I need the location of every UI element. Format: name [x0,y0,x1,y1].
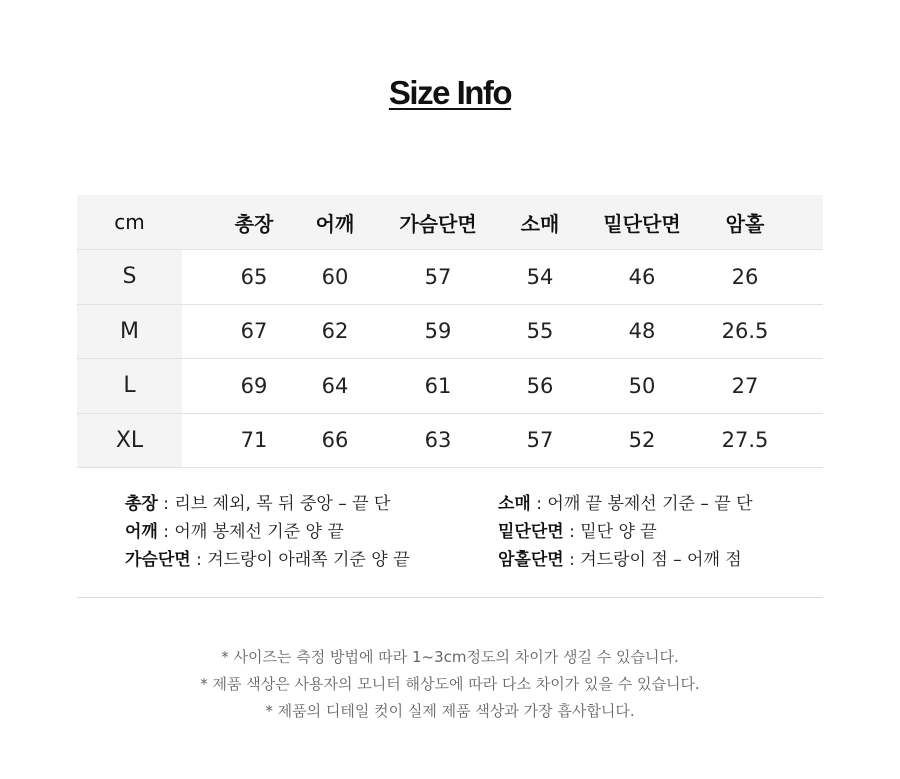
note-desc: : 겨드랑이 점 – 어깨 점 [563,550,742,570]
size-label: S [77,250,182,304]
table-cell: 63 [424,428,452,453]
table-cell: 56 [526,373,554,398]
table-cell: 57 [424,264,452,289]
note-item [498,518,753,546]
disclaimer-line: * 사이즈는 측정 방법에 따라 1~3cm정도의 차이가 생길 수 있습니다. [221,648,679,666]
column-header: 어깨 [315,211,355,236]
table-cell: 46 [628,264,656,289]
note-item [125,546,410,574]
size-table [77,195,823,468]
table-cell: 65 [240,264,268,289]
column-header: 암홀 [725,211,765,236]
note-term: 암홀단면 [498,550,564,570]
table-cell: 48 [628,319,656,344]
table-cell: 62 [321,319,349,344]
note-desc: : 밑단 양 끝 [563,522,657,542]
table-cell: 57 [526,428,554,453]
size-label: M [77,305,182,359]
table-cell: 64 [321,373,349,398]
note-desc: : 리브 제외, 목 뒤 중앙 – 끝 단 [157,494,391,514]
table-header-row [77,195,823,250]
unit-label: cm [77,195,182,249]
table-cell: 60 [321,264,349,289]
notes-right-column [498,490,753,574]
note-term: 가슴단면 [125,550,191,570]
table-row [77,359,823,414]
size-label: XL [77,414,182,468]
note-term: 어깨 [125,522,158,542]
section-divider [77,597,823,598]
note-term: 소매 [498,494,531,514]
disclaimer [0,644,900,725]
column-header: 총장 [234,211,274,236]
table-cell: 50 [628,373,656,398]
table-cell: 61 [424,373,452,398]
table-cell: 27 [731,373,759,398]
table-cell: 59 [424,319,452,344]
column-header: 밑단단면 [603,211,681,236]
note-desc: : 겨드랑이 아래쪽 기준 양 끝 [190,550,410,570]
column-header: 소매 [520,211,560,236]
table-cell: 27.5 [721,428,769,453]
note-term: 총장 [125,494,158,514]
table-row [77,414,823,469]
table-cell: 69 [240,373,268,398]
note-item [125,490,410,518]
table-row [77,250,823,305]
note-desc: : 어깨 끝 봉제선 기준 – 끝 단 [530,494,753,514]
note-desc: : 어깨 봉제선 기준 양 끝 [157,522,344,542]
table-cell: 66 [321,428,349,453]
table-cell: 52 [628,428,656,453]
note-item [498,490,753,518]
table-cell: 71 [240,428,268,453]
note-term: 밑단단면 [498,522,564,542]
disclaimer-line: * 제품의 디테일 컷이 실제 제품 색상과 가장 흡사합니다. [265,702,635,720]
column-header: 가슴단면 [399,211,477,236]
table-cell: 55 [526,319,554,344]
page-title: Size Info [388,74,512,111]
size-label: L [77,359,182,413]
table-cell: 26.5 [721,319,769,344]
note-item [498,546,753,574]
disclaimer-line: * 제품 색상은 사용자의 모니터 해상도에 따라 다소 차이가 있을 수 있습니다. [200,675,700,693]
table-cell: 26 [731,264,759,289]
note-item [125,518,410,546]
table-cell: 54 [526,264,554,289]
notes-left-column [125,490,410,574]
table-row [77,305,823,360]
table-cell: 67 [240,319,268,344]
